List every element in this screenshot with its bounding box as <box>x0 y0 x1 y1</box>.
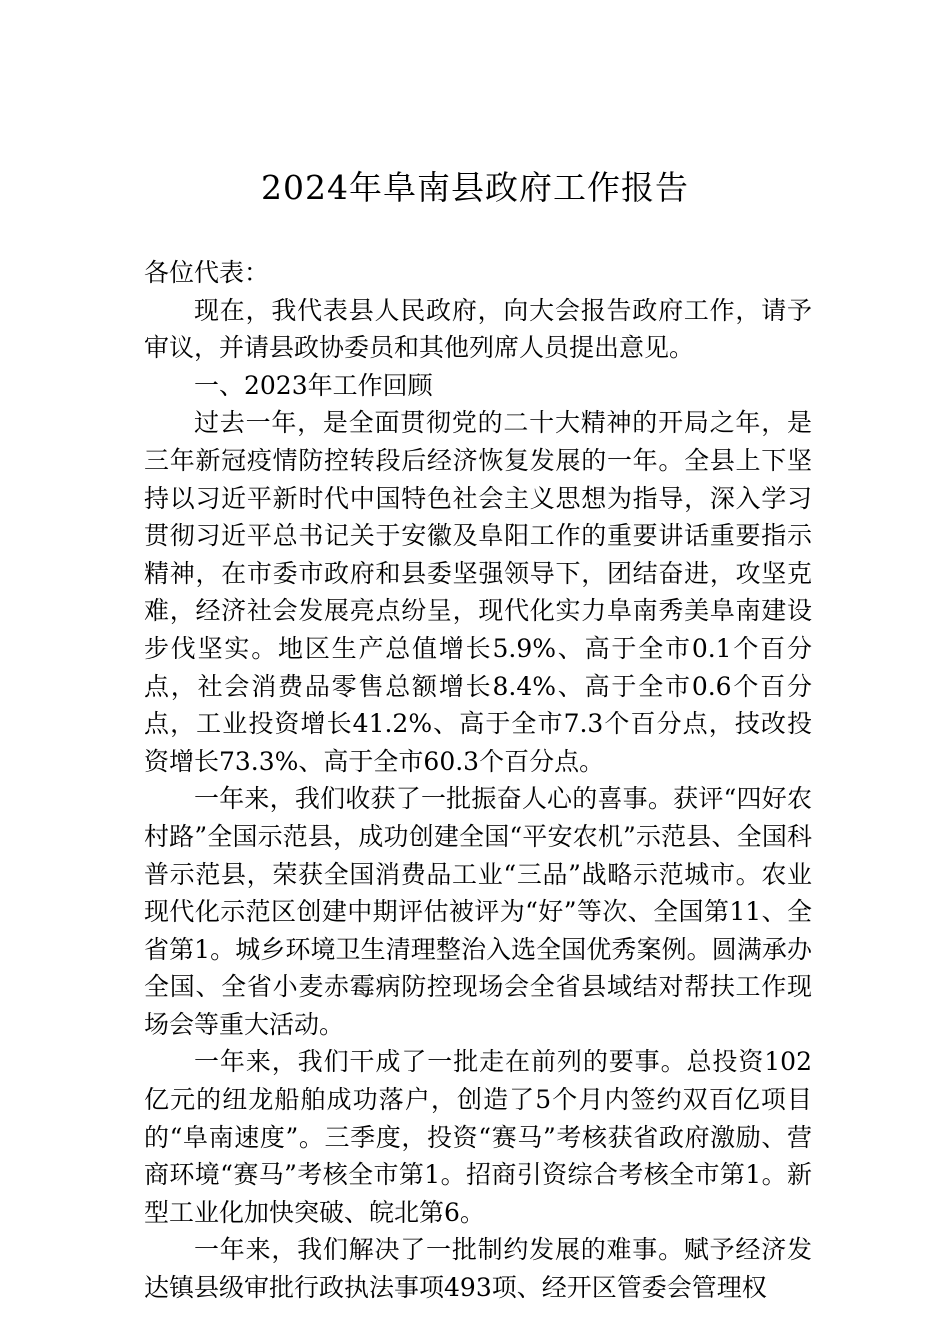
paragraph-problems-solved: 一年来，我们解决了一批制约发展的难事。赋予经济发达镇县级审批行政执法事项493项、经开区管委会管理权 <box>144 1235 812 1303</box>
paragraph-achievements: 一年来，我们收获了一批振奋人心的喜事。获评“四好农村路”全国示范县，成功创建全国“平安农机”示范县、全国科普示范县，荣获全国消费品工业“三品”战略示范城市。农业现代化示范区创建中期评估被评为“好”等次、全国第11、全省第1。城乡环境卫生清理整治入选全国优秀案例。圆满承办全国、全省小麦赤霉病防控现场会全省县域结对帮扶工作现场会等重大活动。 <box>144 784 812 1039</box>
paragraph-key-projects: 一年来，我们干成了一批走在前列的要事。总投资102亿元的纽龙船舶成功落户，创造了5个月内签约双百亿项目的“阜南速度”。三季度，投资“赛马”考核获省政府激励、营商环境“赛马”考核全市第1。招商引资综合考核全市第1。新型工业化加快突破、皖北第6。 <box>144 1047 812 1227</box>
paragraph-overview: 过去一年，是全面贯彻党的二十大精神的开局之年，是三年新冠疫情防控转段后经济恢复发展的一年。全县上下坚持以习近平新时代中国特色社会主义思想为指导，深入学习贯彻习近平总书记关于安徽及阜阳工作的重要讲话重要指示精神，在市委市政府和县委坚强领导下，团结奋进，攻坚克难，经济社会发展亮点纷呈，现代化实力阜南秀美阜南建设步伐坚实。地区生产总值增长5.9%、高于全市0.1个百分点，社会消费品零售总额增长8.4%、高于全市0.6个百分点，工业投资增长41.2%、高于全市7.3个百分点，技改投资增长73.3%、高于全市60.3个百分点。 <box>144 408 812 776</box>
document-body <box>144 254 812 1307</box>
salutation: 各位代表： <box>144 258 270 287</box>
section-heading: 一、2023年工作回顾 <box>194 370 433 400</box>
document-title: 2024年阜南县政府工作报告 <box>261 168 689 207</box>
paragraph-intro: 现在，我代表县人民政府，向大会报告政府工作，请予审议，并请县政协委员和其他列席人员提出意见。 <box>144 295 812 363</box>
